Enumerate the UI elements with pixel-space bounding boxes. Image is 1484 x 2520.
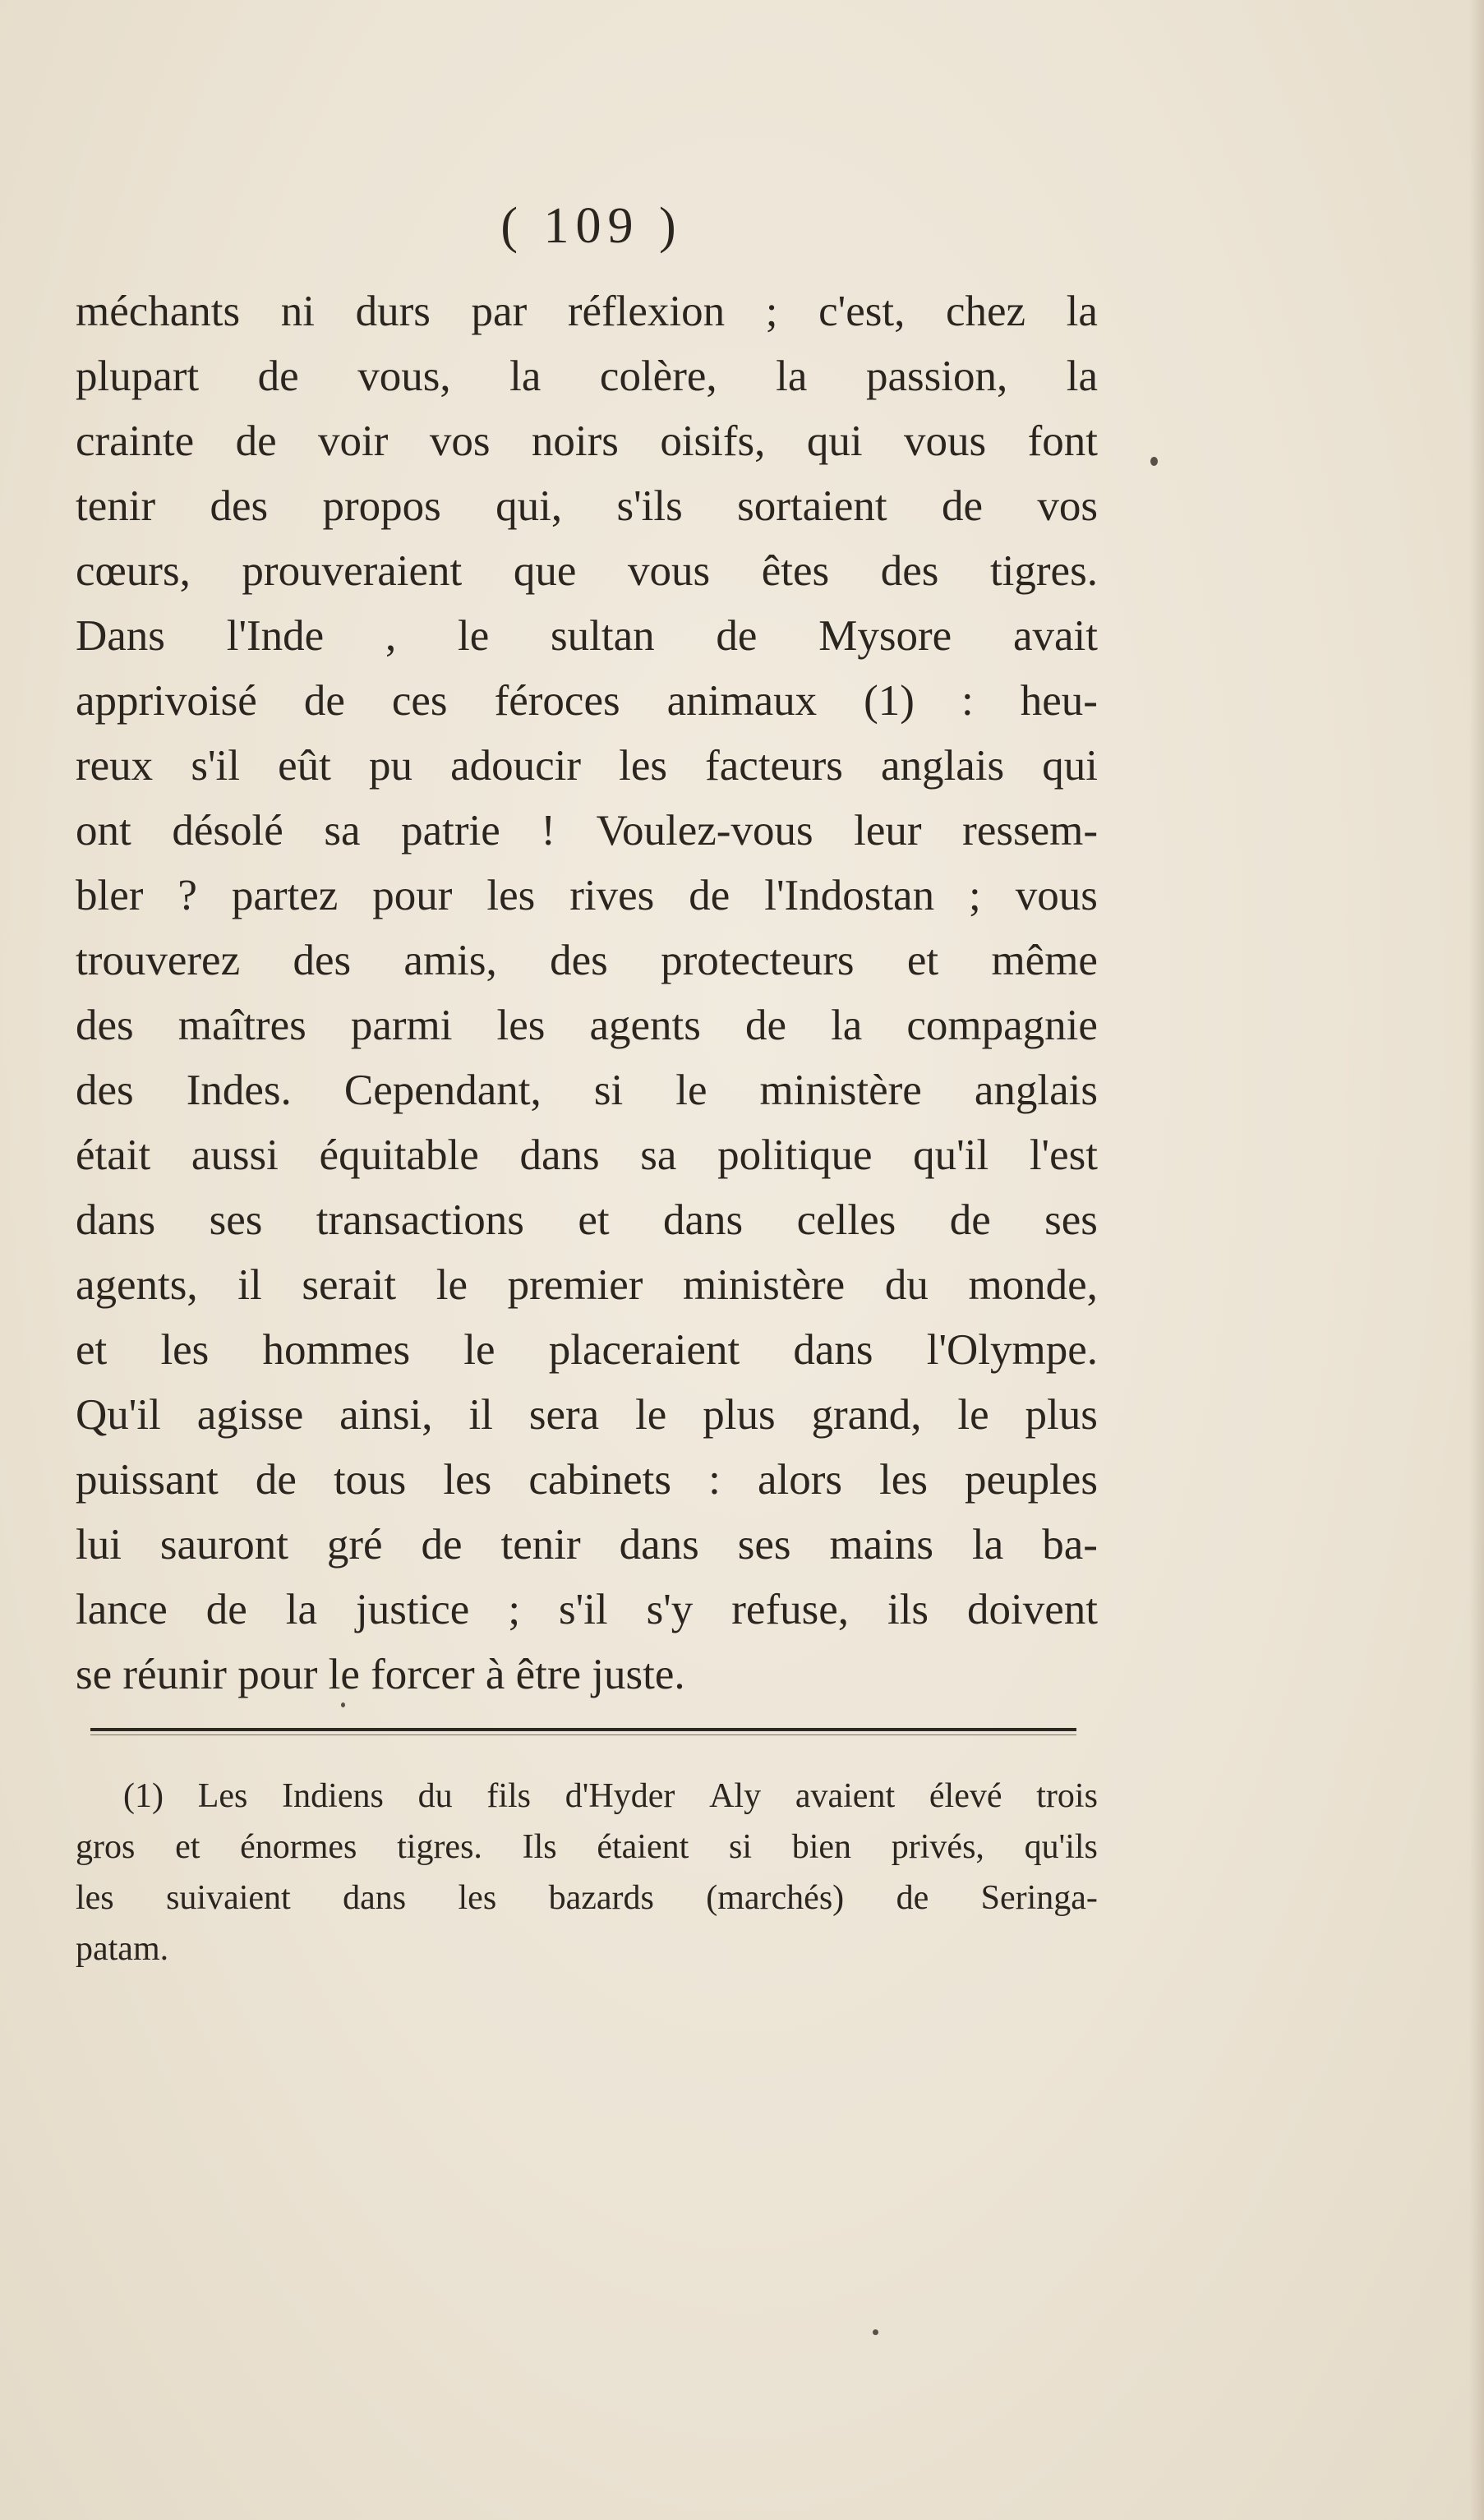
word: des <box>293 937 352 984</box>
word: êtes <box>761 547 830 595</box>
word: des <box>550 937 608 984</box>
text-line <box>76 474 1098 539</box>
word: politique <box>717 1131 873 1179</box>
word: aussi <box>191 1131 279 1179</box>
word: des <box>210 482 269 530</box>
word: chez <box>945 288 1026 335</box>
word: de <box>235 417 277 465</box>
word: Ils <box>522 1828 557 1866</box>
word: pour <box>372 872 453 919</box>
text-line <box>76 928 1098 993</box>
word: la <box>509 352 542 400</box>
word: plus <box>703 1391 776 1439</box>
word: anglais <box>880 742 1005 790</box>
word: Cependant, <box>343 1067 542 1114</box>
word: monde, <box>968 1261 1098 1309</box>
word: font <box>1027 417 1098 465</box>
word: sera <box>528 1391 600 1439</box>
footnote-line-last: patam. <box>76 1930 169 1968</box>
word: tenir <box>500 1521 581 1569</box>
word: la <box>831 1002 863 1049</box>
text-line <box>76 409 1098 474</box>
word: doivent <box>967 1586 1098 1633</box>
word: ministère <box>759 1067 922 1114</box>
word: compagnie <box>906 1002 1098 1049</box>
word: tigres. <box>989 547 1098 595</box>
word: agisse <box>196 1391 304 1439</box>
word: propos <box>322 482 441 530</box>
word: qui <box>806 417 863 465</box>
word: heu- <box>1020 677 1098 725</box>
word: ni <box>280 288 316 335</box>
word: avaient <box>795 1777 896 1815</box>
word: vous <box>627 547 711 595</box>
scan-speck <box>1150 457 1158 466</box>
word: si <box>729 1828 753 1866</box>
word: tigres. <box>397 1828 482 1866</box>
word: anglais <box>974 1067 1098 1114</box>
word: la <box>972 1521 1004 1569</box>
scan-speck <box>873 2329 878 2335</box>
footnote-separator-rule <box>90 1728 1076 1731</box>
word: que <box>513 547 577 595</box>
word: Qu'il <box>76 1391 161 1439</box>
word: ministère <box>682 1261 846 1309</box>
word: crainte <box>76 417 195 465</box>
word: le <box>463 1326 495 1374</box>
word: grand, <box>811 1391 922 1439</box>
word: par <box>471 288 528 335</box>
word: vous <box>1015 872 1098 919</box>
word: c'est, <box>818 288 906 335</box>
word: fils <box>486 1777 532 1815</box>
word: ont <box>76 807 131 855</box>
word: ba- <box>1042 1521 1098 1569</box>
word: ressem- <box>962 807 1098 855</box>
word: avait <box>1012 612 1098 660</box>
word: , <box>385 612 397 660</box>
word: s'il <box>559 1586 608 1633</box>
word: partez <box>231 872 339 919</box>
word: : <box>708 1456 721 1504</box>
word: patrie <box>401 807 500 855</box>
word: les <box>160 1326 210 1374</box>
word: refuse, <box>731 1586 849 1633</box>
word: et <box>76 1326 108 1374</box>
word: hommes <box>262 1326 411 1374</box>
word: l'Inde <box>226 612 325 660</box>
word: noirs <box>531 417 619 465</box>
word: Aly <box>709 1777 762 1815</box>
word: parmi <box>350 1002 453 1049</box>
word: passion, <box>865 352 1008 400</box>
text-line <box>76 1188 1098 1253</box>
text-line <box>76 1253 1098 1318</box>
word: sauront <box>159 1521 288 1569</box>
word: des <box>880 547 939 595</box>
word: ; <box>508 1586 521 1633</box>
word: qu'ils <box>1024 1828 1098 1866</box>
word: ils <box>887 1586 929 1633</box>
word: : <box>961 677 974 725</box>
word: de <box>303 677 345 725</box>
word: s'il <box>191 742 240 790</box>
text-line <box>76 539 1098 604</box>
word: du <box>884 1261 929 1309</box>
word: amis, <box>403 937 497 984</box>
text-line <box>76 279 1098 344</box>
text-line <box>76 1513 1098 1578</box>
word: le <box>957 1391 989 1439</box>
word: méchants <box>76 288 241 335</box>
word: de <box>689 872 730 919</box>
word: rives <box>569 872 655 919</box>
word: dans <box>76 1196 156 1244</box>
word: si <box>593 1067 624 1114</box>
word: des <box>76 1002 134 1049</box>
word: réflexion <box>567 288 726 335</box>
text-line-last: se réunir pour le forcer à être juste. <box>76 1651 685 1698</box>
text-line <box>76 669 1098 734</box>
word: tous <box>333 1456 407 1504</box>
word: de <box>744 1002 786 1049</box>
word: et <box>175 1828 200 1866</box>
word: Les <box>197 1777 248 1815</box>
word: (1) <box>123 1777 164 1815</box>
word: (marchés) <box>706 1879 845 1917</box>
word: peuples <box>965 1456 1098 1504</box>
word: animaux <box>666 677 818 725</box>
text-line <box>76 604 1098 669</box>
word: le <box>635 1391 667 1439</box>
word: féroces <box>494 677 620 725</box>
word: plupart <box>76 352 200 400</box>
word: les <box>486 872 536 919</box>
word: colère, <box>599 352 717 400</box>
word: qui, <box>495 482 563 530</box>
word: gré <box>326 1521 383 1569</box>
word: les <box>458 1879 497 1917</box>
text-line <box>76 1318 1098 1383</box>
text-line <box>76 1448 1098 1513</box>
word: justice <box>355 1586 470 1633</box>
word: ainsi, <box>339 1391 433 1439</box>
word: la <box>1066 288 1098 335</box>
word: Indes. <box>186 1067 292 1114</box>
word: étaient <box>597 1828 689 1866</box>
word: même <box>991 937 1098 984</box>
text-line <box>76 993 1098 1058</box>
word: premier <box>507 1261 643 1309</box>
word: voir <box>318 417 389 465</box>
word: gros <box>76 1828 136 1866</box>
word: sortaient <box>737 482 887 530</box>
word: prouveraient <box>242 547 463 595</box>
word: de <box>205 1586 247 1633</box>
word: placeraient <box>548 1326 740 1374</box>
word: serait <box>302 1261 397 1309</box>
word: agents <box>589 1002 701 1049</box>
word: de <box>257 352 299 400</box>
word: puissant <box>76 1456 219 1504</box>
word: sa <box>324 807 361 855</box>
text-line <box>76 1383 1098 1448</box>
word: reux <box>76 742 154 790</box>
word: élevé <box>929 1777 1002 1815</box>
text-line <box>76 1578 1098 1642</box>
word: ses <box>209 1196 263 1244</box>
word: d'Hyder <box>565 1777 675 1815</box>
word: leur <box>854 807 922 855</box>
word: dans <box>343 1879 407 1917</box>
word: dans <box>519 1131 600 1179</box>
word: ces <box>391 677 448 725</box>
word: Dans <box>76 612 165 660</box>
word: vos <box>429 417 491 465</box>
word: Indiens <box>282 1777 384 1815</box>
word: les <box>76 1879 114 1917</box>
word: plus <box>1025 1391 1098 1439</box>
word: dans <box>663 1196 744 1244</box>
word: cabinets <box>528 1456 672 1504</box>
word: bien <box>791 1828 852 1866</box>
footnote-line <box>76 1873 1098 1923</box>
footnote-line <box>76 1822 1098 1873</box>
word: vous <box>904 417 987 465</box>
word: l'Indostan <box>764 872 935 919</box>
word: protecteurs <box>661 937 855 984</box>
text-line <box>76 799 1098 864</box>
word: équitable <box>319 1131 479 1179</box>
word: Mysore <box>818 612 952 660</box>
word: oisifs, <box>660 417 766 465</box>
word: cœurs, <box>76 547 191 595</box>
word: (1) <box>864 677 915 725</box>
word: lui <box>76 1521 122 1569</box>
word: celles <box>796 1196 896 1244</box>
word: de <box>716 612 758 660</box>
word: et <box>906 937 939 984</box>
word: les <box>443 1456 492 1504</box>
word: durs <box>355 288 431 335</box>
footnote <box>76 1771 1098 1974</box>
page-number: ( 109 ) <box>500 198 683 254</box>
word: le <box>457 612 490 660</box>
scan-speck <box>341 1702 345 1707</box>
word: alors <box>757 1456 842 1504</box>
text-line <box>76 1123 1098 1188</box>
word: des <box>76 1067 134 1114</box>
word: la <box>776 352 808 400</box>
word: ? <box>177 872 197 919</box>
word: suivaient <box>166 1879 291 1917</box>
word: vous, <box>357 352 451 400</box>
word: bazards <box>548 1879 654 1917</box>
word: le <box>436 1261 468 1309</box>
word: Voulez-vous <box>596 807 813 855</box>
word: ! <box>541 807 555 855</box>
word: l'est <box>1029 1131 1098 1179</box>
word: mains <box>829 1521 934 1569</box>
word: les <box>619 742 667 790</box>
word: de <box>941 482 983 530</box>
word: de <box>896 1879 929 1917</box>
word: du <box>417 1777 453 1815</box>
word: privés, <box>891 1828 984 1866</box>
word: vos <box>1037 482 1098 530</box>
word: qu'il <box>913 1131 989 1179</box>
word: trouverez <box>76 937 241 984</box>
word: ; <box>765 288 778 335</box>
word: bler <box>76 872 144 919</box>
word: trois <box>1036 1777 1098 1815</box>
text-line <box>76 1058 1098 1123</box>
word: pu <box>368 742 412 790</box>
word: l'Olympe. <box>926 1326 1098 1374</box>
page-edge-shadow <box>1469 0 1484 2520</box>
word: était <box>76 1131 151 1179</box>
word: apprivoisé <box>76 677 257 725</box>
text-line <box>76 734 1098 799</box>
footnote-line <box>76 1771 1098 1822</box>
word: facteurs <box>705 742 843 790</box>
word: qui <box>1042 742 1098 790</box>
word: tenir <box>76 482 156 530</box>
word: ses <box>737 1521 791 1569</box>
word: la <box>1066 352 1098 400</box>
word: Seringa- <box>980 1879 1098 1917</box>
word: et <box>578 1196 610 1244</box>
word: sultan <box>551 612 655 660</box>
word: désolé <box>172 807 283 855</box>
word: il <box>468 1391 493 1439</box>
body-text <box>76 279 1098 1707</box>
word: énormes <box>240 1828 357 1866</box>
word: il <box>237 1261 262 1309</box>
word: s'y <box>646 1586 694 1633</box>
word: ; <box>969 872 981 919</box>
word: adoucir <box>450 742 581 790</box>
word: maîtres <box>177 1002 306 1049</box>
word: dans <box>619 1521 699 1569</box>
word: de <box>255 1456 297 1504</box>
word: le <box>675 1067 707 1114</box>
word: sa <box>640 1131 677 1179</box>
word: agents, <box>76 1261 198 1309</box>
word: lance <box>76 1586 168 1633</box>
word: de <box>949 1196 991 1244</box>
word: ses <box>1044 1196 1098 1244</box>
word: la <box>285 1586 318 1633</box>
text-line <box>76 344 1098 409</box>
word: transactions <box>316 1196 524 1244</box>
word: les <box>496 1002 546 1049</box>
word: eût <box>278 742 331 790</box>
word: dans <box>793 1326 873 1374</box>
word: de <box>421 1521 463 1569</box>
text-line <box>76 864 1098 928</box>
word: les <box>879 1456 928 1504</box>
word: s'ils <box>616 482 683 530</box>
